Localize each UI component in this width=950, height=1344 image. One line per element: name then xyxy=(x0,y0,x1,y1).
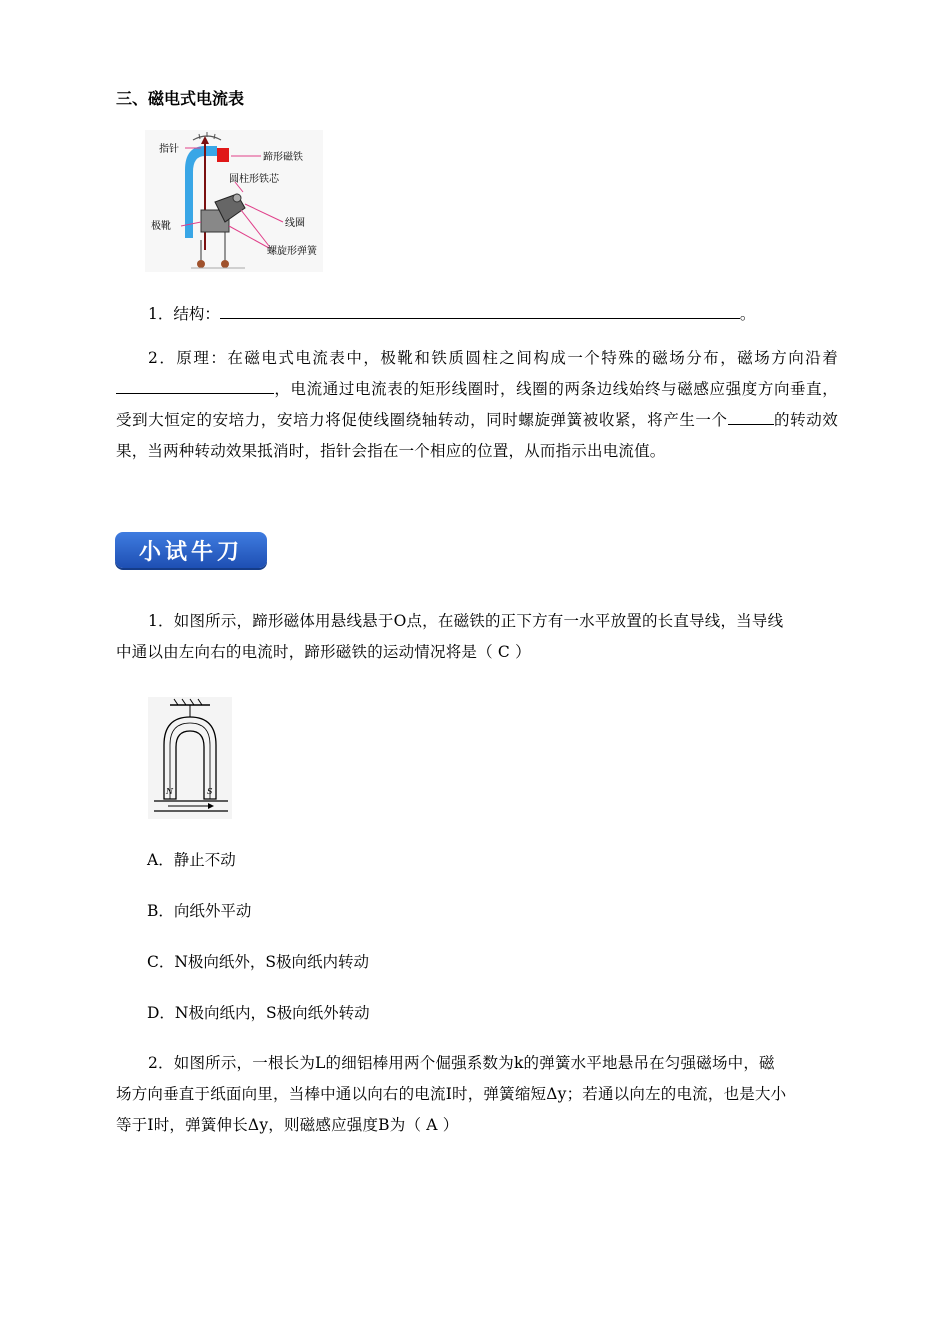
label-pole-shoe: 极靴 xyxy=(151,221,171,232)
q1-line-1: 1．如图所示，蹄形磁体用悬线悬于O点，在磁铁的正下方有一水平放置的长直导线，当导线 xyxy=(148,612,784,630)
principle-text-3: 的转动效果，当两种转动效果抵消时，指针会指在一个相应的位置，从而指示出电流值。 xyxy=(116,411,838,460)
structure-prefix: 1．结构： xyxy=(148,305,220,323)
q2-line-1: 2．如图所示，一根长为L的细铝棒用两个倔强系数为k的弹簧水平地悬吊在匀强磁场中，磁 xyxy=(148,1054,775,1072)
horseshoe-diagram xyxy=(148,697,232,819)
structure-suffix: 。 xyxy=(739,305,756,323)
question-2 xyxy=(116,1048,838,1141)
structure-line xyxy=(148,300,755,325)
principle-blank-1 xyxy=(116,375,274,394)
q1-line-2: 中通以由左向右的电流时，蹄形磁铁的运动情况将是（ C ） xyxy=(116,643,531,661)
q1-option-c: C．N极向纸外，S极向纸内转动 xyxy=(147,953,370,971)
horseshoe-figure xyxy=(148,697,232,819)
principle-text-2: ，电流通过电流表的矩形线圈时，线圈的两条边线始终与磁感应强度方向垂直，受到大恒定的安培力，安培力将促使线圈绕轴转动，同时螺旋弹簧被收紧，将产生一个 xyxy=(116,380,838,429)
principle-text-1: 2．原理：在磁电式电流表中，极靴和铁质圆柱之间构成一个特殊的磁场分布，磁场方向沿着 xyxy=(148,349,838,367)
label-coil: 线圈 xyxy=(285,218,305,229)
magnet-red-pole xyxy=(217,148,229,162)
q1-option-d: D．N极向纸内，S极向纸外转动 xyxy=(147,1004,370,1022)
n-pole-label: N xyxy=(166,787,173,796)
q1-option-a: A．静止不动 xyxy=(147,851,236,869)
s-pole-label: S xyxy=(207,787,213,796)
principle-blank-2 xyxy=(728,406,774,425)
label-horseshoe-magnet: 蹄形磁铁 xyxy=(263,152,303,163)
banner-text: 小试牛刀 xyxy=(138,539,243,565)
section-title: 三、磁电式电流表 xyxy=(116,89,245,108)
label-iron-core: 圆柱形铁芯 xyxy=(229,174,279,185)
label-pointer: 指针 xyxy=(159,144,179,155)
structure-blank xyxy=(220,300,740,319)
label-spiral-spring: 螺旋形弹簧 xyxy=(267,246,317,257)
q2-line-3: 等于I时，弹簧伸长Δy，则磁感应强度B为（ A ） xyxy=(116,1116,459,1134)
q1-option-b: B．向纸外平动 xyxy=(147,902,252,920)
galvanometer-figure xyxy=(145,130,323,272)
galvanometer-diagram xyxy=(145,130,323,272)
question-1 xyxy=(116,606,838,668)
practice-banner xyxy=(115,532,267,568)
principle-paragraph xyxy=(116,343,838,467)
q2-line-2: 场方向垂直于纸面向里，当棒中通以向右的电流I时，弹簧缩短Δy；若通以向左的电流，也是大小 xyxy=(116,1085,787,1103)
